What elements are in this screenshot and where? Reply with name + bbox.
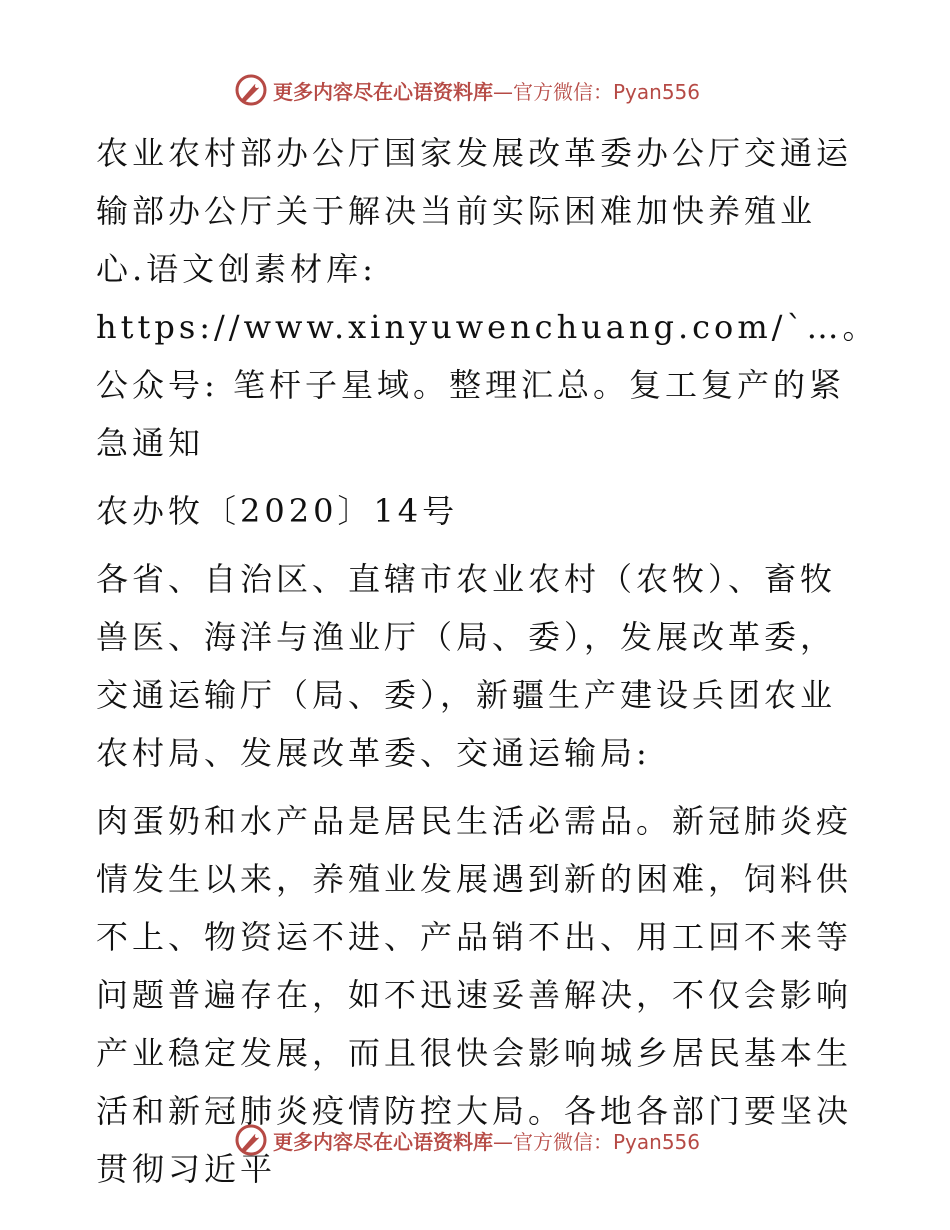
banner-wechat: 官方微信：Pyan556 (513, 1129, 701, 1154)
header-banner (233, 70, 753, 110)
banner-wechat: 官方微信：Pyan556 (513, 79, 701, 104)
banner-separator: — (493, 1129, 513, 1154)
banner-text (273, 1126, 700, 1155)
paragraph-body: 肉蛋奶和水产品是居民生活必需品。新冠肺炎疫情发生以来，养殖业发展遇到新的困难，饲料供不上、物资运不进、产品销不出、用工回不来等问题普遍存在，如不迅速妥善解决，不仅会影响产业稳定发展，而且很快会影响城乡居民基本生活和新冠肺炎疫情防控大局。各地各部门要坚决贯彻习近平 (96, 802, 853, 1188)
pen-nib-logo-icon (233, 1122, 269, 1158)
banner-separator: — (493, 79, 513, 104)
pen-nib-logo-icon (233, 72, 269, 108)
banner-text (273, 76, 700, 105)
banner-main-text: 更多内容尽在心语资料库 (273, 79, 493, 104)
paragraph-doc-number: 农办牧〔2020〕14号 (96, 492, 459, 530)
document-body (96, 124, 879, 1208)
paragraph-addressees: 各省、自治区、直辖市农业农村（农牧）、畜牧兽医、海洋与渔业厅（局、委），发展改革委，交通运输厅（局、委），新疆生产建设兵团农业农村局、发展改革委、交通运输局: (96, 560, 837, 772)
paragraph-title: 农业农村部办公厅国家发展改革委办公厅交通运输部办公厅关于解决当前实际困难加快养殖业心.语文创素材库: https://www.xinyuwenchuang.com/`…。公众号: 笔杆子星域。整理汇总。复工复产的紧急通知 (96, 134, 879, 462)
banner-main-text: 更多内容尽在心语资料库 (273, 1129, 493, 1154)
footer-banner (233, 1120, 753, 1160)
